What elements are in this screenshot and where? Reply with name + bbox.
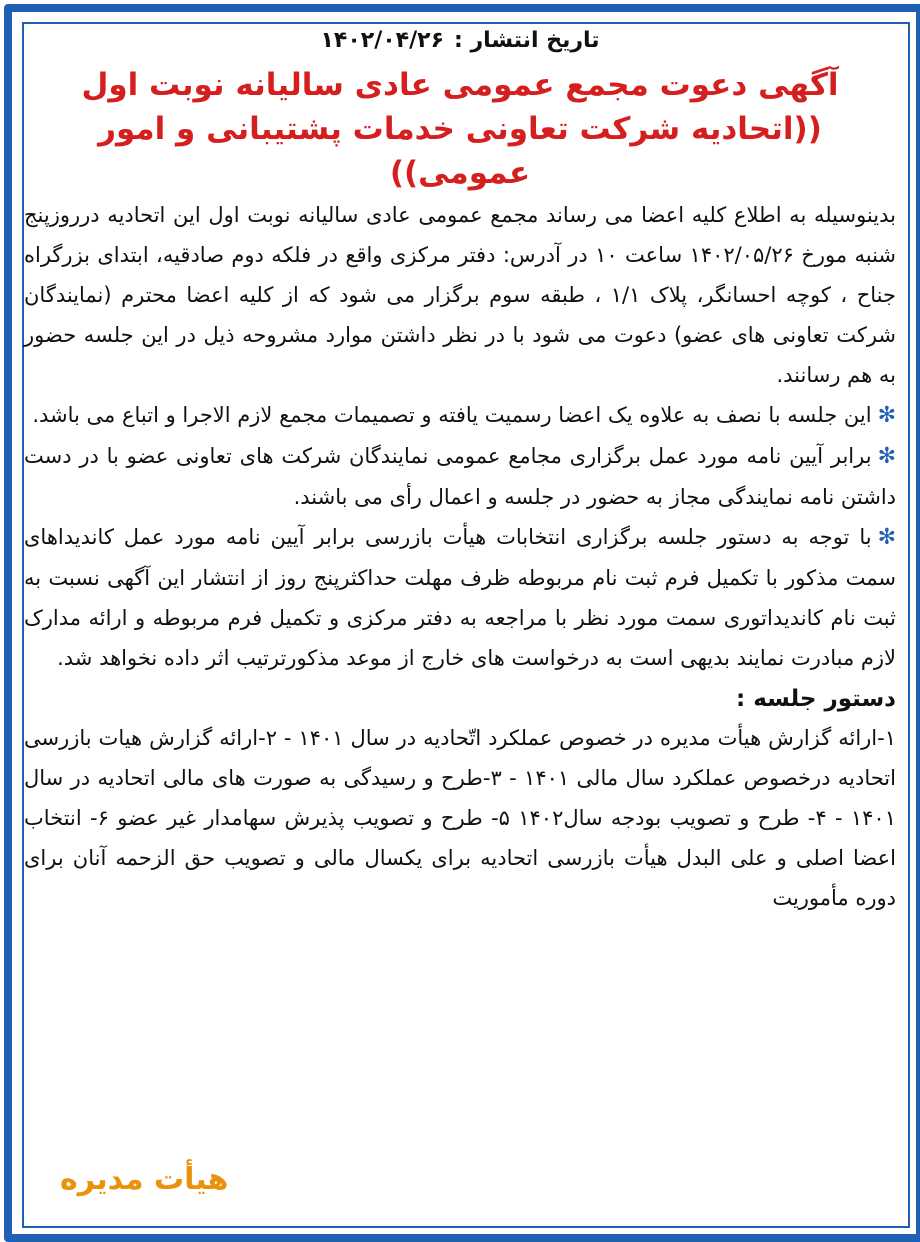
board-signature: هیأت مدیره: [60, 1162, 229, 1197]
notice-title-line-1: آگهی دعوت مجمع عمومی عادی سالیانه نوبت اول: [81, 67, 839, 103]
notice-content: [24, 22, 896, 918]
agenda-text: ۱-ارائه گزارش هیأت مدیره در خصوص عملکرد اتّحادیه در سال ۱۴۰۱ - ۲-ارائه گزارش هیات بازرسی اتحادیه درخصوص عملکرد سال مالی ۱۴۰۱ - ۳-طرح و رسیدگی به صورت های مالی اتحادیه در سال ۱۴۰۱ - ۴- طرح و تصویب بودجه سال۱۴۰۲ ۵- طرح و تصویب پذیرش سهامدار غیر عضو ۶- انتخاب اعضا اصلی و علی البدل هیأت بازرسی اتحادیه برای یکسال مالی و تصویب حق الزحمه آنان برای دوره مأموریت: [24, 726, 896, 910]
publication-date-label: تاریخ انتشار :: [454, 28, 600, 53]
asterisk-bullet-icon: ✻: [877, 444, 896, 469]
bullet-item: [24, 517, 896, 678]
bullet-item: [24, 395, 896, 436]
asterisk-bullet-icon: ✻: [877, 525, 896, 550]
bullet-text: برابر آیین نامه مورد عمل برگزاری مجامع عمومی نمایندگان شرکت های تعاونی عضو با در دست داشتن نامه نمایندگی مجاز به حضور در جلسه و اعمال رأی می باشند.: [24, 444, 896, 509]
agenda-title: دستور جلسه :: [735, 686, 896, 712]
publication-date-value: ۱۴۰۲/۰۴/۲۶: [320, 28, 444, 53]
bullet-text: این جلسه با نصف به علاوه یک اعضا رسمیت یافته و تصمیمات مجمع لازم الاجرا و اتباع می باشد.: [32, 403, 872, 427]
notice-title-line-2: ((اتحادیه شرکت تعاونی خدمات پشتیبانی و امور عمومی)): [98, 111, 822, 191]
asterisk-bullet-icon: ✻: [877, 403, 896, 428]
intro-paragraph: بدینوسیله به اطلاع کلیه اعضا می رساند مجمع عمومی عادی سالیانه نوبت اول این اتحادیه درروزپنج شنبه مورخ ۱۴۰۲/۰۵/۲۶ ساعت ۱۰ در آدرس: دفتر مرکزی واقع در فلکه دوم صادقیه، ابتدای بزرگراه جناح ، کوچه احسانگر، پلاک ۱/۱ ، طبقه سوم برگزار می شود که از کلیه اعضا محترم (نمایندگان شرکت تعاونی های عضو) دعوت می شود با در نظر داشتن موارد مشروحه ذیل در این جلسه حضور به هم رسانند.: [24, 203, 896, 387]
bullet-text: با توجه به دستور جلسه برگزاری انتخابات هیأت بازرسی برابر آیین نامه مورد عمل کاندیداهای سمت مذکور با تکمیل فرم ثبت نام مربوطه ظرف مهلت حداکثرپنج روز از انتشار این آگهی نسبت به ثبت نام کاندیداتوری سمت مورد نظر با مراجعه به دفتر مرکزی و تکمیل فرم مربوطه و ارائه مدارک لازم مبادرت نمایند بدیهی است به درخواست های خارج از موعد مذکورترتیب اثر داده نخواهد شد.: [24, 525, 896, 670]
publication-date-line: [24, 28, 896, 53]
bullet-item: [24, 436, 896, 517]
